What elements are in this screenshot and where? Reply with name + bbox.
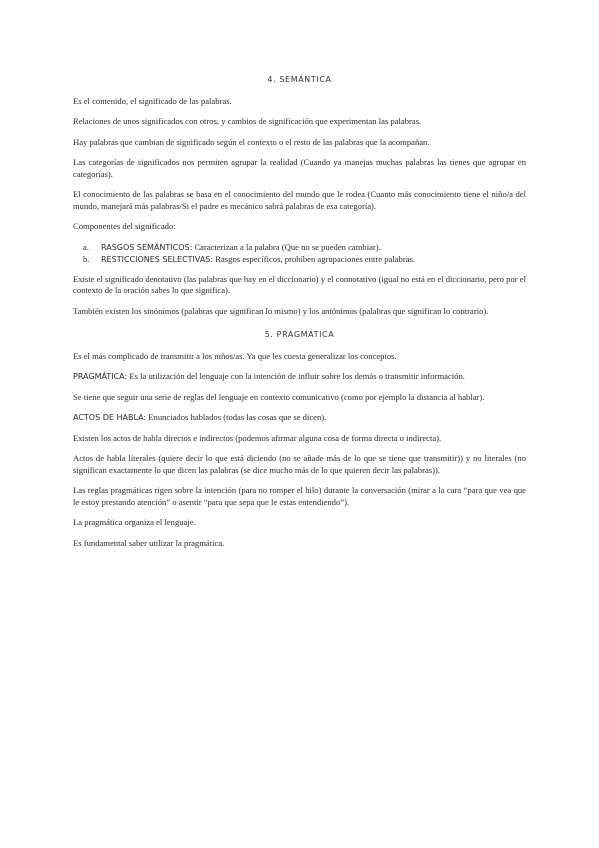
section-heading-pragmatica: 5. PRAGMÁTICA — [264, 330, 335, 339]
paragraph: También existen los sinónimos (palabras que significan lo mismo) y los antónimos (palabras que significan lo contrario). — [73, 305, 489, 316]
components-list — [73, 242, 526, 266]
paragraph: Es el contenido, el significado de las palabras. — [73, 95, 232, 106]
paragraph — [73, 412, 526, 424]
list-term: RASGOS SEMÁNTICOS: — [101, 242, 193, 252]
paragraph: Actos de habla literales (quiere decir lo que está diciendo (no se añade más de lo que se tiene que transmitir)) y no literales (no significan exactamente lo que dicen las palabras (se dice mucho más de lo que quieren decir las palabras)). — [73, 453, 526, 475]
term: PRAGMÁTICA: — [73, 372, 128, 381]
term: ACTOS DE HABLA: — [73, 413, 147, 422]
list-term: RESTICCIONES SELECTIVAS: — [101, 255, 214, 264]
paragraph: Existe el significado denotativo (las palabras que hay en el diccionario) y el connotativo (igual no está en el diccionario, pero por el contexto de la oración sabes lo que significa). — [73, 273, 526, 295]
paragraph: Componentes del significado: — [73, 221, 176, 231]
list-marker: a. — [83, 241, 89, 252]
paragraph: Hay palabras que cambian de significado según el contexto o el resto de las palabras que la acompañan. — [73, 136, 430, 147]
list-text: Caracterizan a la palabra (Que no se pueden cambiar). — [192, 241, 381, 252]
paragraph: Es fundamental saber utilizar la pragmática. — [73, 537, 225, 548]
definition: Enunciados hablados (todas las cosas que se dicen). — [146, 412, 327, 422]
list-marker: b. — [83, 254, 90, 264]
list-item — [83, 241, 526, 254]
paragraph: La pragmática organiza el lenguaje. — [73, 517, 196, 527]
paragraph: El conocimiento de las palabras se basa en el conocimiento del mundo que le rodea (Cuanto más conocimiento tiene el niño/a del mundo, manejará más palabras/Si el padre es mecánico sabrá palabras de esa categoría). — [73, 189, 526, 211]
list-text: Rasgos específicos, prohíben agrupaciones entre palabras. — [213, 254, 415, 264]
paragraph: Es el más complicado de transmitir a los niños/as. Ya que les cuesta generalizar los conceptos. — [73, 350, 397, 361]
paragraph — [73, 371, 526, 383]
paragraph: Relaciones de unos significados con otros, y cambios de significación que experimentan las palabras. — [73, 116, 422, 126]
paragraph: Se tiene que seguir una serie de reglas del lenguaje en contexto comunicativo (como por ejemplo la distancia al hablar). — [73, 391, 485, 402]
paragraph: Existen los actos de habla directos e indirectos (podemos afirmar alguna cosa de forma directa o indirecta). — [73, 432, 442, 443]
section-heading-semantica: 4. SEMÁNTICA — [267, 75, 332, 84]
paragraph: Las categorías de significados nos permiten agrupar la realidad (Cuando ya manejas muchas palabras las tienes que agrupar en categorías). — [73, 157, 526, 179]
definition: Es la utilización del lenguaje con la intención de influir sobre los demás o transmitir información. — [127, 371, 465, 381]
list-item — [83, 254, 526, 266]
paragraph: Las reglas pragmáticas rigen sobre la intención (para no romper el hilo) durante la conversación (mirar a la cara “para que vea que le estoy prestando atención” o asentir “para que sepa que le estas entendiendo”). — [73, 485, 526, 507]
